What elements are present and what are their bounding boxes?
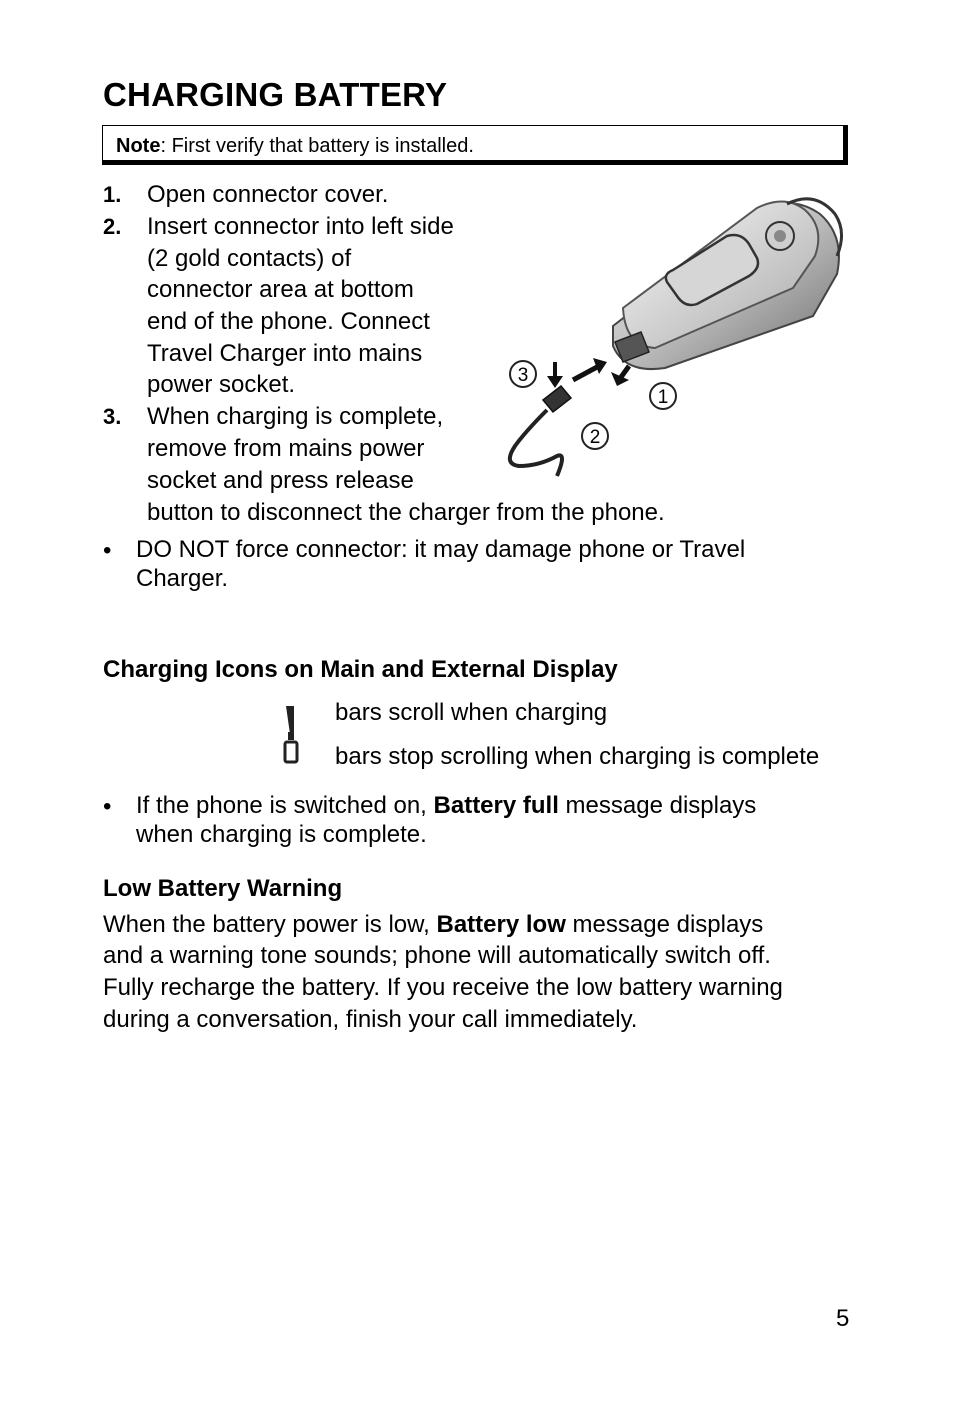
- warning-bullet-line: Charger.: [136, 565, 229, 592]
- step-3-line: remove from mains power: [147, 435, 425, 462]
- step-2-line: end of the phone. Connect: [147, 308, 430, 335]
- low-battery-line: Fully recharge the battery. If you receive the low battery warning: [103, 974, 783, 1001]
- callout-1: 1: [657, 387, 669, 408]
- step-3-line: socket and press release: [147, 467, 414, 494]
- step-2-line: connector area at bottom: [147, 276, 414, 303]
- step-2-line: Insert connector into left side: [147, 213, 454, 240]
- phone-charger-illustration: [495, 196, 850, 486]
- step-3-line: When charging is complete,: [147, 403, 444, 430]
- low-battery-line: during a conversation, finish your call immediately.: [103, 1006, 638, 1033]
- callout-2: 2: [589, 427, 601, 448]
- battery-charging-icon: [280, 704, 304, 766]
- battery-full-line: If the phone is switched on, Battery full message displays: [136, 792, 757, 819]
- note-box: [102, 125, 848, 165]
- low-battery-line: When the battery power is low, Battery low message displays: [103, 911, 764, 938]
- callout-3: 3: [517, 365, 529, 386]
- icon-row-complete: bars stop scrolling when charging is complete: [335, 743, 820, 770]
- warning-bullet-line: DO NOT force connector: it may damage phone or Travel: [136, 536, 746, 563]
- step-3-number: 3.: [103, 404, 122, 429]
- step-3-line: button to disconnect the charger from the phone.: [147, 499, 665, 526]
- bullet-marker: •: [103, 793, 112, 820]
- note-label: Note: [116, 135, 161, 157]
- note-text: [116, 135, 474, 158]
- step-1-number: 1.: [103, 182, 122, 207]
- low-battery-line: and a warning tone sounds; phone will automatically switch off.: [103, 942, 771, 969]
- low-battery-heading: Low Battery Warning: [103, 875, 343, 902]
- step-1-line: Open connector cover.: [147, 181, 389, 208]
- step-2-line: power socket.: [147, 371, 296, 398]
- battery-full-line: when charging is complete.: [136, 821, 427, 848]
- page-title: CHARGING BATTERY: [103, 76, 448, 113]
- page-number: 5: [836, 1305, 850, 1332]
- step-2-number: 2.: [103, 214, 122, 239]
- bullet-marker: •: [103, 537, 112, 564]
- step-2-line: Travel Charger into mains: [147, 340, 423, 367]
- charging-icons-heading: Charging Icons on Main and External Display: [103, 656, 618, 683]
- icon-row-scrolling: bars scroll when charging: [335, 699, 608, 726]
- note-body: : First verify that battery is installed.: [160, 135, 474, 157]
- step-2-line: (2 gold contacts) of: [147, 245, 352, 272]
